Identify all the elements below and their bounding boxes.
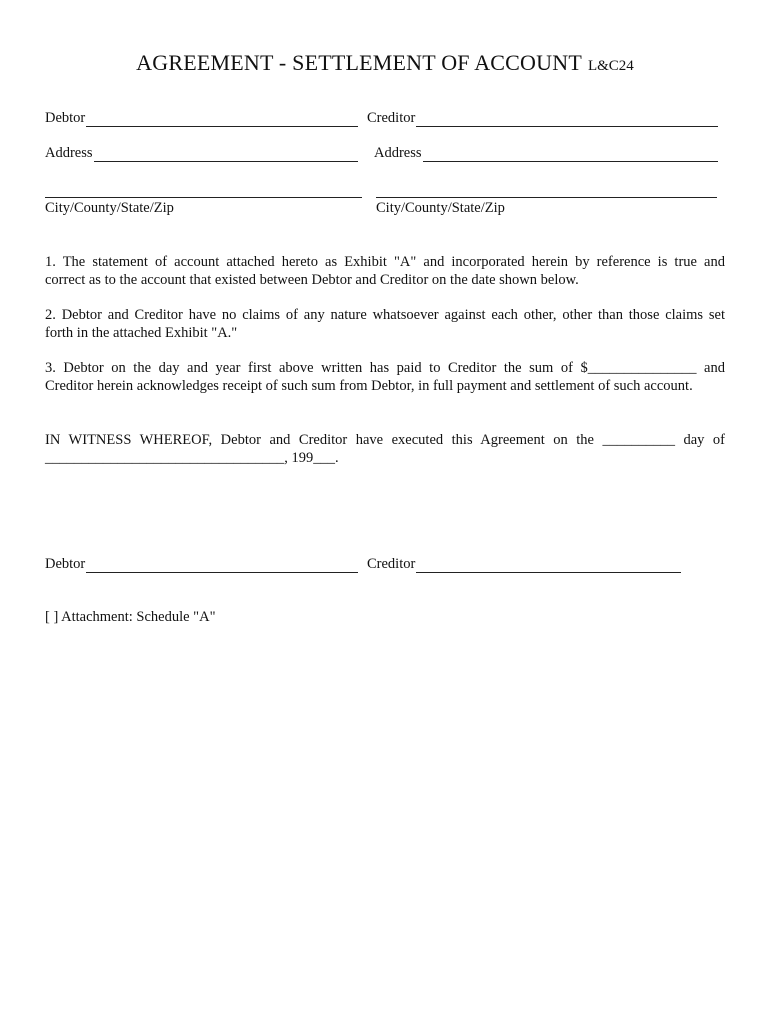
clause-1 [45,253,725,289]
clause-3-line-1: 3. Debtor on the day and year first above written has paid to Creditor the sum of $_______________ and [45,360,725,376]
creditor-address-label: Address [374,145,422,161]
clause-3-line-2: Creditor herein acknowledges receipt of such sum from Debtor, in full payment and settlement of such account. [45,378,693,394]
debtor-signature-field[interactable] [45,556,358,573]
clause-2-line-2: forth in the attached Exhibit "A." [45,325,238,341]
debtor-city-blank[interactable] [45,196,362,198]
creditor-blank[interactable] [416,112,718,127]
creditor-label: Creditor [367,110,416,126]
witness-line-1: IN WITNESS WHEREOF, Debtor and Creditor have executed this Agreement on the __________ day of [45,432,725,448]
form-code: L&C24 [587,58,634,74]
debtor-signature-label: Debtor [45,556,86,572]
attachment-checkbox-line[interactable]: [ ] Attachment: Schedule "A" [45,609,216,625]
witness-clause [45,431,725,467]
creditor-address-field[interactable] [374,145,718,162]
creditor-address-blank[interactable] [423,147,718,162]
creditor-signature-blank[interactable] [416,558,681,573]
debtor-signature-blank[interactable] [86,558,358,573]
creditor-city-label: City/County/State/Zip [376,200,505,216]
title-main: AGREEMENT - SETTLEMENT OF ACCOUNT [136,50,582,75]
creditor-field[interactable] [367,110,718,127]
debtor-address-blank[interactable] [94,147,358,162]
witness-line-2: _________________________________, 199___. [45,450,339,466]
clause-2-line-1: 2. Debtor and Creditor have no claims of any nature whatsoever against each other, other than those claims set [45,307,725,323]
document-title [0,50,770,76]
debtor-label: Debtor [45,110,86,126]
creditor-city-blank[interactable] [376,196,717,198]
debtor-city-label: City/County/State/Zip [45,200,174,216]
clause-2 [45,306,725,342]
debtor-blank[interactable] [86,112,358,127]
debtor-address-field[interactable] [45,145,358,162]
clause-1-line-2: correct as to the account that existed between Debtor and Creditor on the date shown below. [45,272,579,288]
creditor-signature-field[interactable] [367,556,681,573]
debtor-field[interactable] [45,110,358,127]
debtor-address-label: Address [45,145,93,161]
creditor-signature-label: Creditor [367,556,416,572]
clause-3 [45,359,725,395]
clause-1-line-1: 1. The statement of account attached hereto as Exhibit "A" and incorporated herein by reference is true and [45,254,725,270]
